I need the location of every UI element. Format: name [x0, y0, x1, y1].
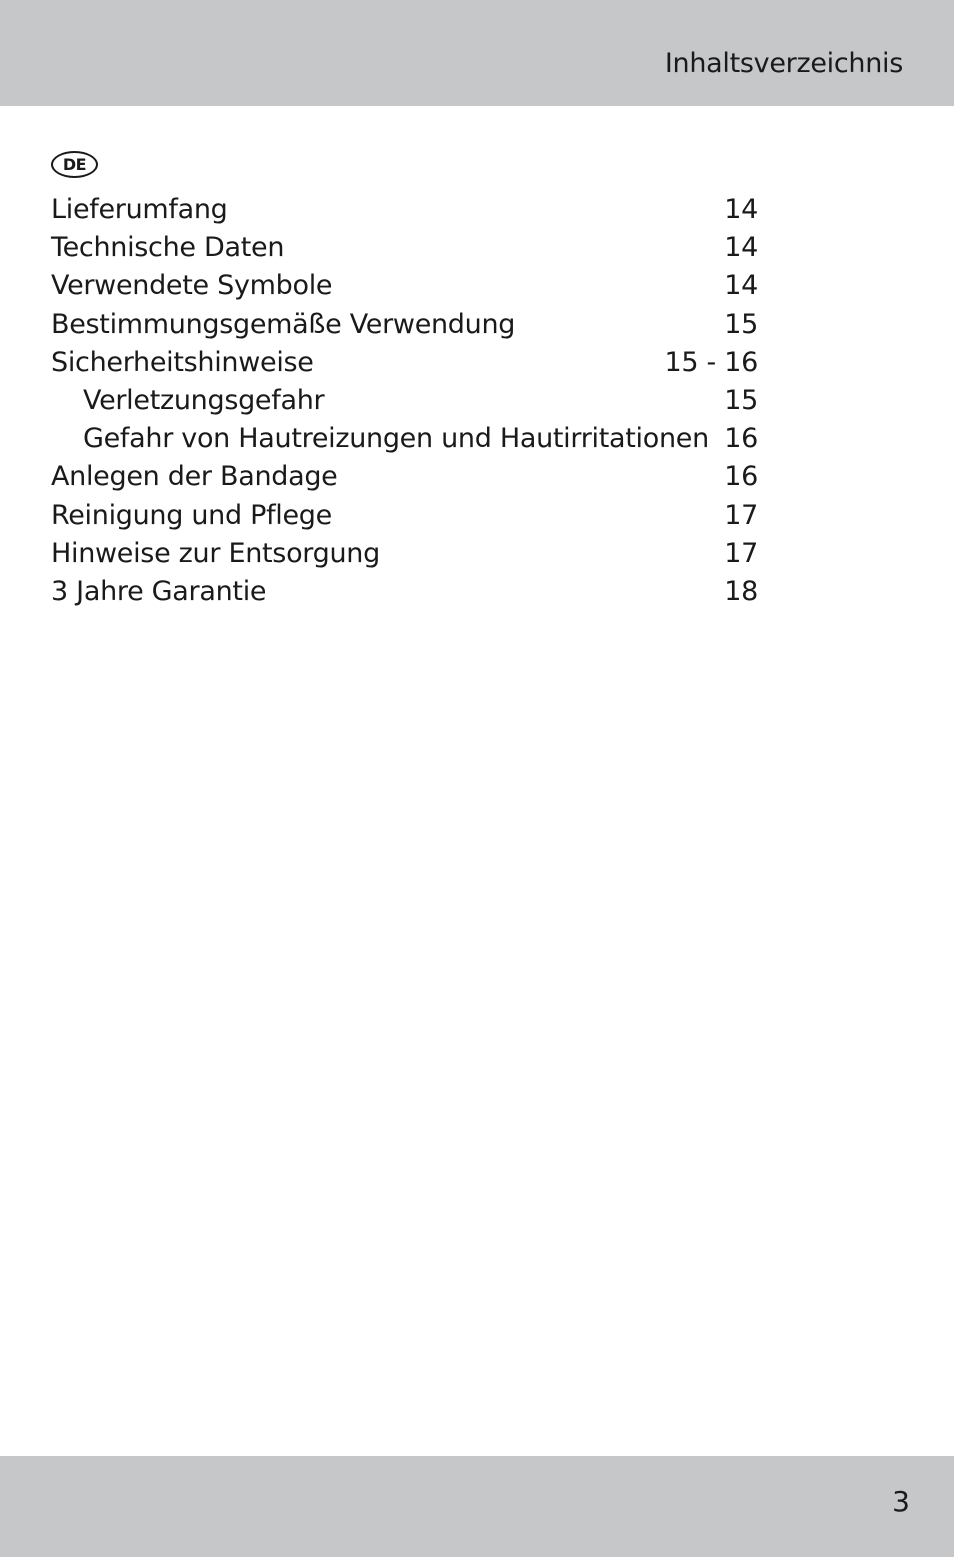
toc-entry-label: Bestimmungsgemäße Verwendung [51, 308, 516, 340]
toc-entry-bestimmungsgemaesse-verwendung[interactable] [51, 306, 758, 344]
toc-entry-page: 18 [724, 575, 758, 607]
page-number: 3 [892, 1485, 910, 1518]
toc-entry-label: Reinigung und Pflege [51, 499, 332, 531]
toc-entry-label: Technische Daten [51, 232, 285, 264]
toc-entry-label: Lieferumfang [51, 194, 228, 225]
toc-entry-page: 17 [724, 499, 758, 531]
language-badge: DE [51, 151, 98, 178]
toc-entry-label: 3 Jahre Garantie [51, 575, 267, 607]
toc-entry-page: 16 [724, 423, 758, 455]
table-of-contents [51, 191, 758, 611]
toc-entry-label: Verletzungsgefahr [83, 384, 325, 416]
header-bar [0, 0, 954, 106]
toc-subentry-gefahr-von-hautreizungen[interactable] [51, 420, 758, 458]
toc-entry-verwendete-symbole[interactable] [51, 267, 758, 305]
toc-entry-label: Hinweise zur Entsorgung [51, 537, 380, 569]
toc-entry-label: Gefahr von Hautreizungen und Hautirritationen [83, 423, 709, 455]
toc-entry-page: 14 [724, 232, 758, 264]
footer-bar [0, 1456, 954, 1557]
toc-entry-reinigung-und-pflege[interactable] [51, 497, 758, 535]
toc-entry-lieferumfang[interactable] [51, 191, 758, 229]
toc-entry-sicherheitshinweise[interactable] [51, 344, 758, 382]
toc-entry-label: Anlegen der Bandage [51, 461, 338, 493]
page-title: Inhaltsverzeichnis [664, 48, 903, 79]
toc-entry-label: Verwendete Symbole [51, 270, 333, 302]
toc-entry-label: Sicherheitshinweise [51, 346, 314, 378]
toc-entry-page: 17 [724, 537, 758, 569]
toc-entry-technische-daten[interactable] [51, 229, 758, 267]
toc-entry-hinweise-zur-entsorgung[interactable] [51, 535, 758, 573]
toc-entry-page: 15 - 16 [664, 346, 758, 378]
toc-entry-page: 15 [724, 308, 758, 340]
toc-subentry-verletzungsgefahr[interactable] [51, 382, 758, 420]
toc-entry-page: 15 [724, 384, 758, 416]
toc-entry-anlegen-der-bandage[interactable] [51, 458, 758, 496]
toc-entry-page: 16 [724, 461, 758, 493]
toc-entry-page: 14 [724, 194, 758, 225]
toc-entry-3-jahre-garantie[interactable] [51, 573, 758, 611]
toc-entry-page: 14 [724, 270, 758, 302]
